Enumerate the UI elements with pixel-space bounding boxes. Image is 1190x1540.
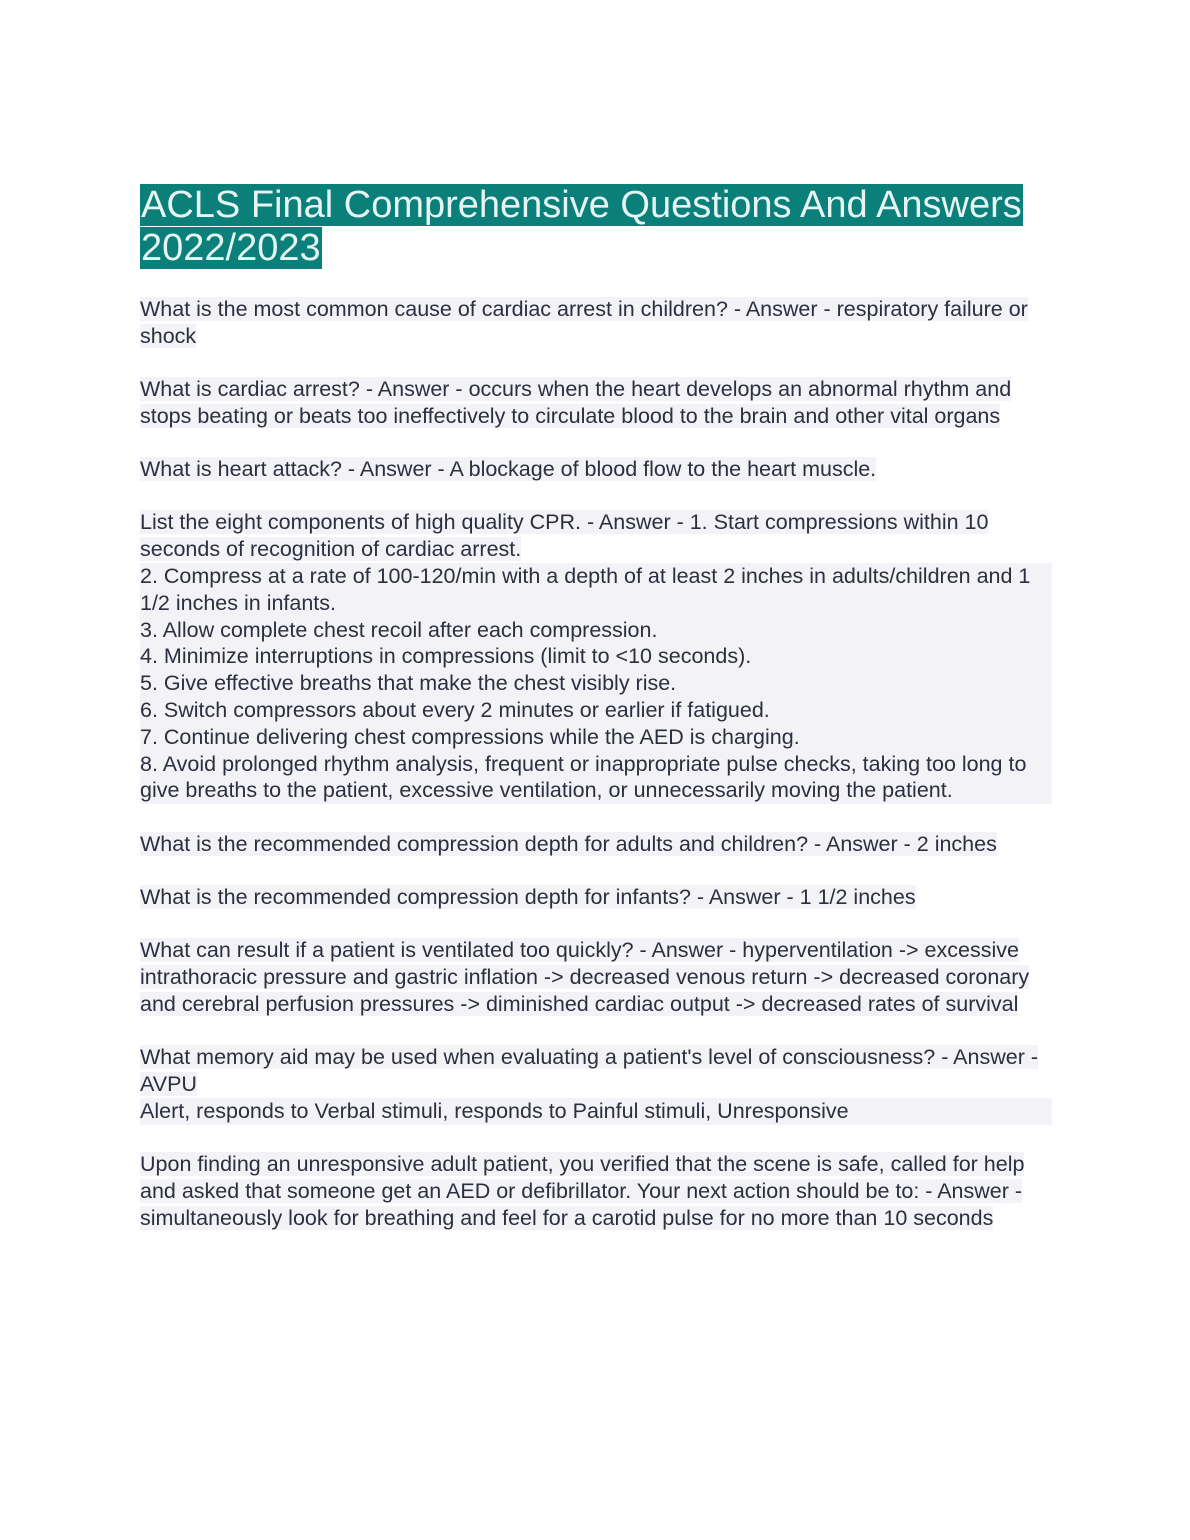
qa-item-8 — [140, 1044, 1052, 1124]
qa-item-9 — [140, 1151, 1052, 1231]
qa-item-4 — [140, 509, 1052, 804]
qa-item-5 — [140, 831, 1052, 858]
qa-text: What can result if a patient is ventilated too quickly? - Answer - hyperventilation -> excessive intrathoracic pressure and gastric inflation -> decreased venous return -> decreased coronary and cerebral perfusion pressures -> diminished cardiac output -> decreased rates of survival — [140, 938, 1030, 1016]
cpr-component-2: 2. Compress at a rate of 100-120/min with a depth of at least 2 inches in adults/children and 1 1/2 inches in infants. — [140, 563, 1052, 617]
qa-item-6 — [140, 884, 1052, 911]
qa-item-7 — [140, 937, 1052, 1017]
qa-text: What memory aid may be used when evaluating a patient's level of consciousness? - Answer - AVPU — [140, 1045, 1039, 1097]
qa-text: List the eight components of high quality CPR. - Answer - 1. Start compressions within 10 seconds of recognition of cardiac arrest. — [140, 510, 989, 562]
qa-text: What is heart attack? - Answer - A blockage of blood flow to the heart muscle. — [140, 457, 877, 482]
cpr-component-3: 3. Allow complete chest recoil after each compression. — [140, 617, 1052, 644]
cpr-component-6: 6. Switch compressors about every 2 minutes or earlier if fatigued. — [140, 697, 1052, 724]
qa-text: What is the most common cause of cardiac arrest in children? - Answer - respiratory failure or shock — [140, 297, 1028, 348]
qa-text: What is the recommended compression depth for adults and children? - Answer - 2 inches — [140, 831, 997, 856]
cpr-component-4: 4. Minimize interruptions in compressions (limit to <10 seconds). — [140, 643, 1052, 670]
document-title — [140, 184, 1052, 270]
cpr-component-8: 8. Avoid prolonged rhythm analysis, frequent or inappropriate pulse checks, taking too long to give breaths to the patient, excessive ventilation, or unnecessarily moving the patient. — [140, 751, 1052, 805]
cpr-component-7: 7. Continue delivering chest compressions while the AED is charging. — [140, 724, 1052, 751]
cpr-component-5: 5. Give effective breaths that make the chest visibly rise. — [140, 670, 1052, 697]
qa-text: What is cardiac arrest? - Answer - occurs when the heart develops an abnormal rhythm and stops beating or beats too ineffectively to circulate blood to the brain and other vital organs — [140, 377, 1012, 428]
qa-text: What is the recommended compression depth for infants? - Answer - 1 1/2 inches — [140, 885, 916, 910]
qa-item-1 — [140, 296, 1052, 350]
qa-text: Upon finding an unresponsive adult patient, you verified that the scene is safe, called for help and asked that someone get an AED or defibrillator. Your next action should be to: - Answer - simultaneously look for breathing and feel for a carotid pulse for no more than 10 seconds — [140, 1152, 1025, 1230]
qa-item-2 — [140, 376, 1052, 430]
qa-item-3 — [140, 456, 1052, 483]
document-page — [140, 184, 1052, 1258]
title-text: ACLS Final Comprehensive Questions And Answers 2022/2023 — [141, 184, 1022, 269]
avpu-expansion: Alert, responds to Verbal stimuli, responds to Painful stimuli, Unresponsive — [140, 1098, 1052, 1125]
